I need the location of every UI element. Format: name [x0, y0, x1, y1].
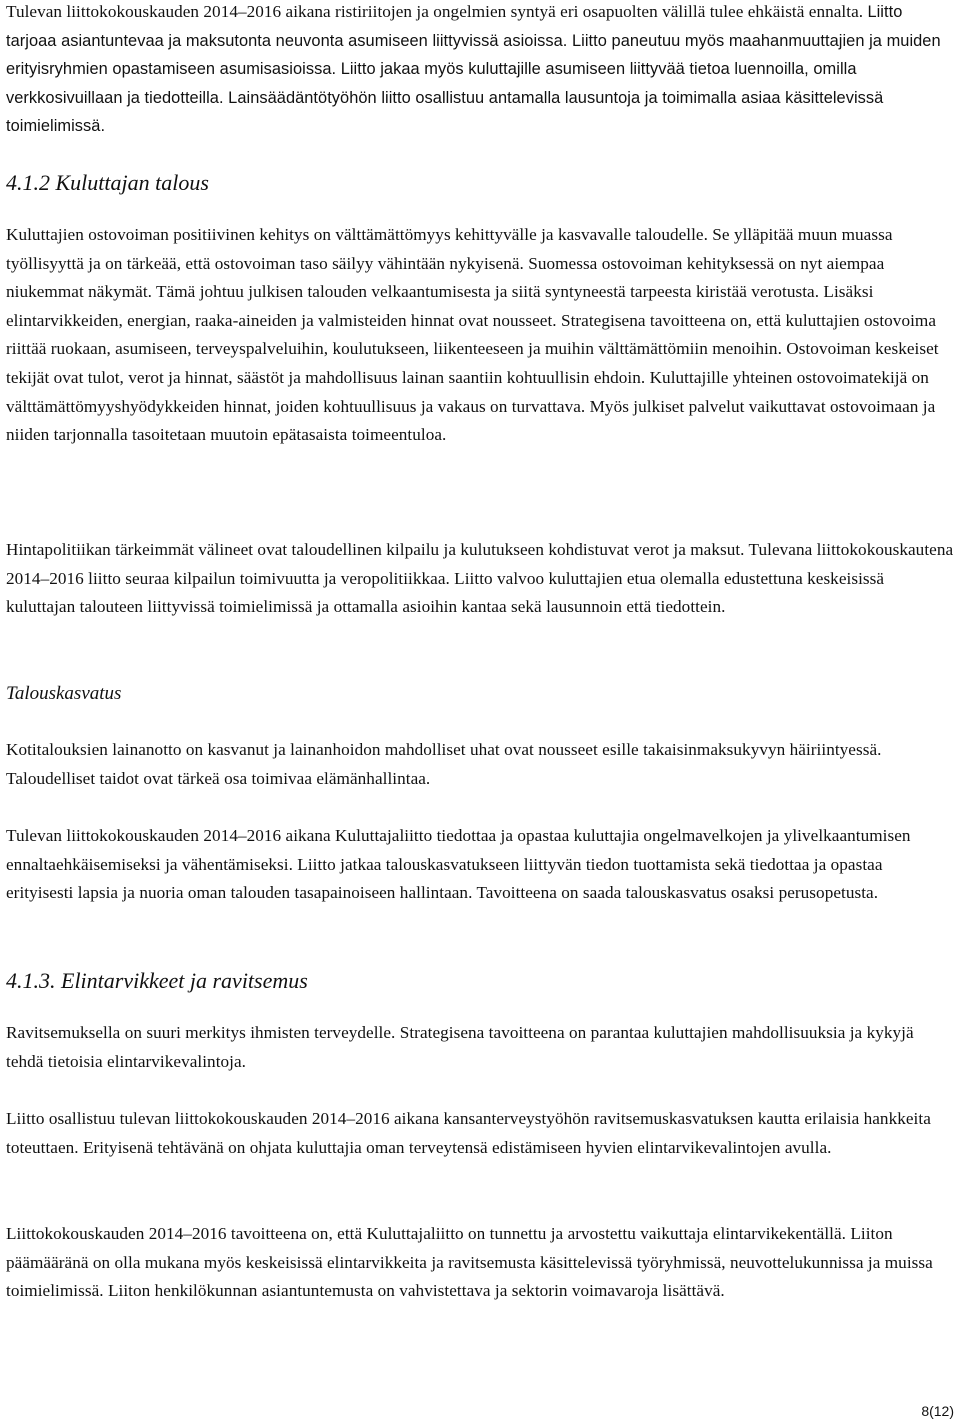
elintarvikkeet-paragraph-1: Ravitsemuksella on suuri merkitys ihmisten terveydelle. Strategisena tavoitteena on parantaa kuluttajien mahdollisuuksia ja kykyjä tehdä tietoisia elintarvikevalintoja. [6, 1023, 914, 1071]
intro-paragraph [6, 0, 954, 141]
section-heading-4-1-3: 4.1.3. Elintarvikkeet ja ravitsemus [6, 968, 308, 993]
elintarvikkeet-paragraph-2: Liitto osallistuu tulevan liittokokouskauden 2014–2016 aikana kansanterveystyöhön ravitsemuskasvatuksen kautta erilaisia hankkeita toteuttaen. Erityisenä tehtävänä on ohjata kuluttajia oman terveytensä edistämiseen hyvien elintarvikevalintojen avulla. [6, 1109, 931, 1157]
kuluttajan-talous-paragraph-1: Kuluttajien ostovoiman positiivinen kehitys on välttämättömyys kehittyvälle ja kasvavalle taloudelle. Se ylläpitää muun muassa työllisyyttä ja on tärkeää, että ostovoiman taso säilyy vähintään nykyisenä. Suomessa ostovoiman kehityksessä on nyt aiempaa niukemmat näkymät. Tämä johtuu julkisen talouden velkaantumisesta ja siitä syntyneestä tarpeesta kiristää verotusta. Lisäksi elintarvikkeiden, energian, raaka-aineiden ja valmisteiden hinnat ovat nousseet. Strategisena tavoitteena on, että kuluttajien ostovoima riittää ruokaan, asumiseen, terveyspalveluihin, koulutukseen, liikenteeseen ja muihin välttämättömiin menoihin. Ostovoiman keskeiset tekijät ovat tulot, verot ja hinnat, säästöt ja mahdollisuus lainan saantiin kohtuullisin ehdoin. Kuluttajille yhteinen ostovoimatekijä on välttämättömyyshyödykkeiden hinnat, joiden kohtuullisuus ja vakaus on turvattava. Myös julkiset palvelut vaikuttavat ostovoimaan ja niiden tarjonnalla tasoitetaan muutoin epätasaista toimeentuloa. [6, 225, 939, 445]
intro-sentence-1: Tulevan liittokokouskauden 2014–2016 aikana ristiriitojen ja ongelmien syntyä eri osapuolten välillä tulee ehkäistä ennalta. [6, 2, 868, 21]
talouskasvatus-paragraph-2: Tulevan liittokokouskauden 2014–2016 aikana Kuluttajaliitto tiedottaa ja opastaa kuluttajia ongelmavelkojen ja ylivelkaantumisen ennaltaehkäisemiseksi ja vähentämiseksi. Liitto jatkaa talouskasvatukseen liittyvän tiedon tuottamista sekä tiedottaa ja opastaa erityisesti lapsia ja nuoria oman talouden tasapainoiseen hallintaan. Tavoitteena on saada talouskasvatus osaksi perusopetusta. [6, 826, 911, 903]
talouskasvatus-paragraph-1: Kotitalouksien lainanotto on kasvanut ja lainanhoidon mahdolliset uhat ovat nousseet esille takaisinmaksukyvyn häiriintyessä. Taloudelliset taidot ovat tärkeä osa toimivaa elämänhallintaa. [6, 740, 882, 788]
subheading-talouskasvatus: Talouskasvatus [6, 683, 122, 704]
intro-sentence-2: Liitto tarjoaa asiantuntevaa ja maksutonta neuvonta asumiseen liittyvissä asioissa. Liitto paneutuu myös maahanmuuttajien ja muiden erityisryhmien opastamiseen asumisasioissa. Liitto jakaa myös kuluttajille asumiseen liittyvää tietoa luennoilla, omilla verkkosivuillaan ja tiedotteilla. Lainsäädäntötyöhön liitto osallistuu antamalla lausuntoja ja toimimalla asiaa käsittelevissä toimielimissä. [6, 3, 941, 136]
elintarvikkeet-paragraph-3: Liittokokouskauden 2014–2016 tavoitteena on, että Kuluttajaliitto on tunnettu ja arvostettu vaikuttaja elintarvikekentällä. Liiton päämääränä on olla mukana myös keskeisissä elintarvikkeita ja ravitsemusta käsittelevissä työryhmissä, neuvottelukunnissa ja muissa toimielimissä. Liiton henkilökunnan asiantuntemusta on vahvistettava ja sektorin voimavaroja lisättävä. [6, 1224, 933, 1301]
kuluttajan-talous-paragraph-2: Hintapolitiikan tärkeimmät välineet ovat taloudellinen kilpailu ja kulutukseen kohdistuvat verot ja maksut. Tulevana liittokokouskautena 2014–2016 liitto seuraa kilpailun toimivuutta ja veropolitiikkaa. Liitto valvoo kuluttajien etua olemalla edustettuna keskeisissä kuluttajan talouteen liittyvissä toimielimissä ja ottamalla asioihin kantaa sekä lausunnoin että tiedottein. [6, 540, 954, 617]
section-heading-4-1-2: 4.1.2 Kuluttajan talous [6, 170, 209, 195]
page-number: 8(12) [921, 1403, 954, 1419]
